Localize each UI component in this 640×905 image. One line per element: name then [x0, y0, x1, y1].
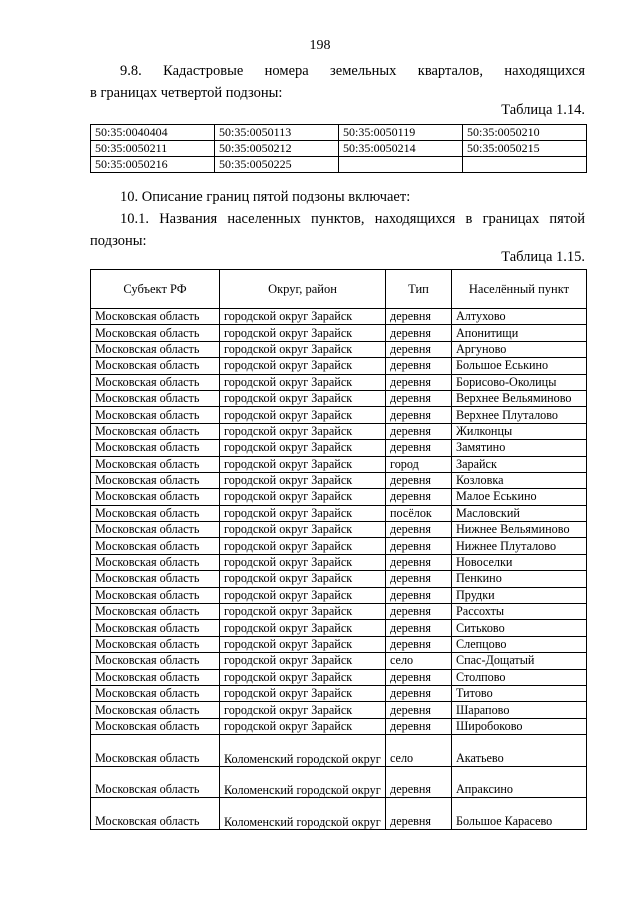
subject-cell: Московская область	[91, 423, 220, 439]
type-cell: село	[386, 735, 452, 767]
cadastral-number-cell: 50:35:0050215	[463, 141, 587, 157]
type-cell: село	[386, 653, 452, 669]
subject-cell: Московская область	[91, 718, 220, 734]
subject-cell: Московская область	[91, 390, 220, 406]
settlement-cell: Нижнее Плуталово	[452, 538, 587, 554]
type-cell: деревня	[386, 587, 452, 603]
type-cell: деревня	[386, 374, 452, 390]
type-cell: деревня	[386, 309, 452, 325]
table-row	[91, 571, 587, 587]
type-cell: деревня	[386, 390, 452, 406]
table-row	[91, 423, 587, 439]
table-row	[91, 766, 587, 798]
type-cell: деревня	[386, 636, 452, 652]
cadastral-number-cell: 50:35:0050211	[91, 141, 215, 157]
subject-cell: Московская область	[91, 407, 220, 423]
table-row	[91, 489, 587, 505]
settlement-cell: Пенкино	[452, 571, 587, 587]
settlement-cell: Титово	[452, 685, 587, 701]
settlement-cell: Апонитищи	[452, 325, 587, 341]
subject-cell: Московская область	[91, 604, 220, 620]
settlement-cell: Рассохты	[452, 604, 587, 620]
table-row	[91, 587, 587, 603]
district-cell: городской округ Зарайск	[220, 554, 386, 570]
subject-cell: Московская область	[91, 766, 220, 798]
cadastral-row	[91, 125, 587, 141]
subject-cell: Московская область	[91, 456, 220, 472]
settlement-cell: Нижнее Вельяминово	[452, 522, 587, 538]
district-cell: городской округ Зарайск	[220, 571, 386, 587]
district-cell: городской округ Зарайск	[220, 604, 386, 620]
district-cell: Коломенский городской округ	[220, 798, 386, 830]
subject-cell: Московская область	[91, 341, 220, 357]
cadastral-number-cell: 50:35:0050216	[91, 157, 215, 173]
table-row	[91, 325, 587, 341]
settlement-cell: Новоселки	[452, 554, 587, 570]
cadastral-number-cell	[463, 157, 587, 173]
type-cell: деревня	[386, 489, 452, 505]
table-row	[91, 440, 587, 456]
subject-cell: Московская область	[91, 358, 220, 374]
section-10-heading: 10. Описание границ пятой подзоны включает:	[120, 189, 411, 205]
settlement-cell: Прудки	[452, 587, 587, 603]
type-cell: посёлок	[386, 505, 452, 521]
table-row	[91, 798, 587, 830]
subject-cell: Московская область	[91, 702, 220, 718]
settlement-cell: Масловский	[452, 505, 587, 521]
page-number: 198	[309, 38, 331, 53]
cadastral-number-cell	[339, 157, 463, 173]
type-cell: деревня	[386, 604, 452, 620]
settlement-cell: Большое Еськино	[452, 358, 587, 374]
header-district: Округ, район	[220, 270, 386, 309]
table-1-14-caption: Таблица 1.14.	[501, 102, 585, 118]
table-row	[91, 358, 587, 374]
district-cell: городской округ Зарайск	[220, 505, 386, 521]
settlement-cell: Спас-Дощатый	[452, 653, 587, 669]
section-9-8-line2: в границах четвертой подзоны:	[90, 85, 283, 101]
settlement-cell: Козловка	[452, 472, 587, 488]
cadastral-number-cell: 50:35:0050212	[215, 141, 339, 157]
settlement-cell: Шарапово	[452, 702, 587, 718]
type-cell: деревня	[386, 620, 452, 636]
table-header-row	[91, 270, 587, 309]
district-cell: городской округ Зарайск	[220, 440, 386, 456]
district-cell: городской округ Зарайск	[220, 358, 386, 374]
table-row	[91, 604, 587, 620]
cadastral-number-cell: 50:35:0040404	[91, 125, 215, 141]
district-cell: городской округ Зарайск	[220, 620, 386, 636]
district-cell: городской округ Зарайск	[220, 636, 386, 652]
table-row	[91, 735, 587, 767]
settlement-cell: Столпово	[452, 669, 587, 685]
settlement-cell: Аргуново	[452, 341, 587, 357]
section-9-8-line1: 9.8. Кадастровые номера земельных кварталов, находящихся	[120, 63, 585, 79]
district-cell: городской округ Зарайск	[220, 718, 386, 734]
table-row	[91, 636, 587, 652]
subject-cell: Московская область	[91, 669, 220, 685]
subject-cell: Московская область	[91, 798, 220, 830]
subject-cell: Московская область	[91, 571, 220, 587]
cadastral-table	[90, 124, 587, 173]
settlement-cell: Апраксино	[452, 766, 587, 798]
district-cell: городской округ Зарайск	[220, 538, 386, 554]
settlement-cell: Жилконцы	[452, 423, 587, 439]
subject-cell: Московская область	[91, 505, 220, 521]
table-row	[91, 472, 587, 488]
settlement-cell: Малое Еськино	[452, 489, 587, 505]
district-cell: городской округ Зарайск	[220, 685, 386, 701]
district-cell: городской округ Зарайск	[220, 587, 386, 603]
table-row	[91, 522, 587, 538]
district-cell: городской округ Зарайск	[220, 390, 386, 406]
table-row	[91, 341, 587, 357]
subject-cell: Московская область	[91, 620, 220, 636]
district-cell: городской округ Зарайск	[220, 309, 386, 325]
header-type: Тип	[386, 270, 452, 309]
settlement-cell: Слепцово	[452, 636, 587, 652]
subject-cell: Московская область	[91, 325, 220, 341]
district-cell: городской округ Зарайск	[220, 456, 386, 472]
cadastral-number-cell: 50:35:0050210	[463, 125, 587, 141]
subject-cell: Московская область	[91, 554, 220, 570]
type-cell: деревня	[386, 341, 452, 357]
district-cell: городской округ Зарайск	[220, 341, 386, 357]
type-cell: деревня	[386, 798, 452, 830]
table-row	[91, 456, 587, 472]
table-row	[91, 309, 587, 325]
settlement-cell: Замятино	[452, 440, 587, 456]
district-cell: Коломенский городской округ	[220, 766, 386, 798]
table-1-15-caption: Таблица 1.15.	[501, 249, 585, 265]
type-cell: деревня	[386, 538, 452, 554]
type-cell: деревня	[386, 554, 452, 570]
table-row	[91, 554, 587, 570]
cadastral-number-cell: 50:35:0050225	[215, 157, 339, 173]
district-cell: городской округ Зарайск	[220, 407, 386, 423]
type-cell: деревня	[386, 358, 452, 374]
subject-cell: Московская область	[91, 653, 220, 669]
settlement-cell: Верхнее Вельяминово	[452, 390, 587, 406]
district-cell: городской округ Зарайск	[220, 374, 386, 390]
type-cell: деревня	[386, 440, 452, 456]
cadastral-number-cell: 50:35:0050214	[339, 141, 463, 157]
district-cell: городской округ Зарайск	[220, 653, 386, 669]
table-row	[91, 538, 587, 554]
header-settlement: Населённый пункт	[452, 270, 587, 309]
subject-cell: Московская область	[91, 489, 220, 505]
settlement-cell: Широбоково	[452, 718, 587, 734]
type-cell: деревня	[386, 472, 452, 488]
table-row	[91, 505, 587, 521]
district-cell: Коломенский городской округ	[220, 735, 386, 767]
subject-cell: Московская область	[91, 538, 220, 554]
settlement-cell: Борисово-Околицы	[452, 374, 587, 390]
settlements-table	[90, 269, 587, 830]
type-cell: деревня	[386, 702, 452, 718]
section-10-1-line1: 10.1. Названия населенных пунктов, находящихся в границах пятой	[120, 211, 585, 227]
type-cell: деревня	[386, 423, 452, 439]
subject-cell: Московская область	[91, 472, 220, 488]
cadastral-row	[91, 141, 587, 157]
subject-cell: Московская область	[91, 522, 220, 538]
district-cell: городской округ Зарайск	[220, 522, 386, 538]
type-cell: деревня	[386, 718, 452, 734]
subject-cell: Московская область	[91, 587, 220, 603]
district-cell: городской округ Зарайск	[220, 702, 386, 718]
type-cell: деревня	[386, 766, 452, 798]
table-row	[91, 685, 587, 701]
district-cell: городской округ Зарайск	[220, 669, 386, 685]
type-cell: город	[386, 456, 452, 472]
district-cell: городской округ Зарайск	[220, 472, 386, 488]
type-cell: деревня	[386, 669, 452, 685]
section-10-1-line2: подзоны:	[90, 233, 147, 249]
district-cell: городской округ Зарайск	[220, 489, 386, 505]
type-cell: деревня	[386, 685, 452, 701]
cadastral-number-cell: 50:35:0050119	[339, 125, 463, 141]
settlement-cell: Верхнее Плуталово	[452, 407, 587, 423]
cadastral-number-cell: 50:35:0050113	[215, 125, 339, 141]
header-subject: Субъект РФ	[91, 270, 220, 309]
type-cell: деревня	[386, 407, 452, 423]
settlement-cell: Ситьково	[452, 620, 587, 636]
cadastral-row	[91, 157, 587, 173]
settlement-cell: Алтухово	[452, 309, 587, 325]
subject-cell: Московская область	[91, 440, 220, 456]
district-cell: городской округ Зарайск	[220, 325, 386, 341]
subject-cell: Московская область	[91, 309, 220, 325]
table-row	[91, 653, 587, 669]
table-row	[91, 374, 587, 390]
table-row	[91, 669, 587, 685]
table-row	[91, 390, 587, 406]
type-cell: деревня	[386, 571, 452, 587]
subject-cell: Московская область	[91, 735, 220, 767]
settlement-cell: Акатьево	[452, 735, 587, 767]
table-row	[91, 702, 587, 718]
type-cell: деревня	[386, 522, 452, 538]
district-cell: городской округ Зарайск	[220, 423, 386, 439]
type-cell: деревня	[386, 325, 452, 341]
settlement-cell: Большое Карасево	[452, 798, 587, 830]
table-row	[91, 407, 587, 423]
subject-cell: Московская область	[91, 636, 220, 652]
table-row	[91, 718, 587, 734]
settlement-cell: Зарайск	[452, 456, 587, 472]
subject-cell: Московская область	[91, 374, 220, 390]
subject-cell: Московская область	[91, 685, 220, 701]
table-row	[91, 620, 587, 636]
